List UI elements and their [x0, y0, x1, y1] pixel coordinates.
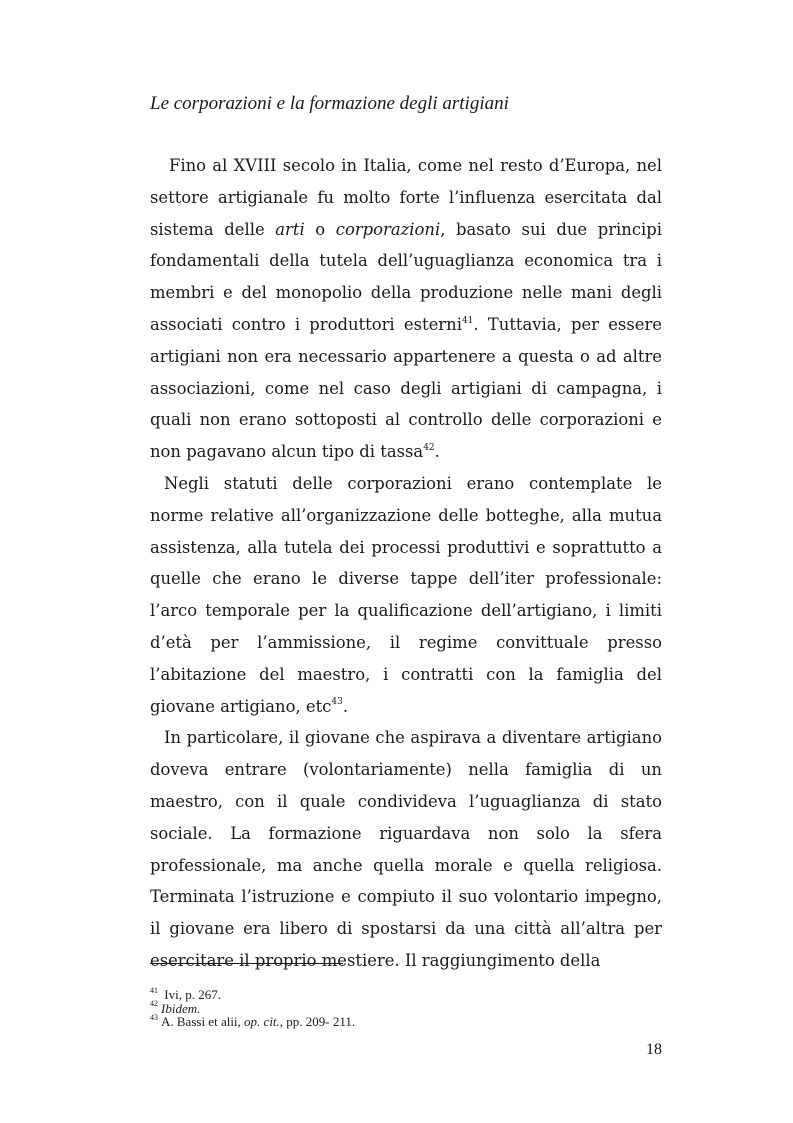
footnote-ref-41[interactable]: 41 — [461, 315, 474, 326]
body-text — [150, 150, 662, 977]
footnote-number: 41 — [150, 985, 158, 995]
paragraph-1: Fino al XVIII secolo in Italia, come nel resto d’Europa, nel settore artigianale fu molto forte l’influenza esercitata dal sistema delle arti o corporazioni, basato sui due principi fondamentali della tutela dell’uguaglianza economica tra i membri e del monopolio della produzione nelle mani degli associati contro i produttori esterni$^{41}$. Tuttavia, per essere artigiani non era necessario appartenere a questa o ad altre associazioni, come nel caso degli artigiani di campagna, i quali non erano sottoposti al controllo delle corporazioni e non pagavano alcun tipo di tassa$^{42}$. — [150, 156, 662, 462]
footnote-41: $^{41}$ Ivi, p. 267. — [150, 985, 221, 1002]
footnote-43: $^{43}$ A. Bassi et alii, op. cit., pp. 209- 211. — [150, 1012, 356, 1030]
footnote-ref-43[interactable]: 43 — [331, 697, 343, 708]
footnote-number: 43 — [150, 1012, 158, 1022]
footnote-42: $^{42}$ Ibidem. — [150, 999, 201, 1016]
page-number: 18 — [646, 1041, 662, 1058]
footnote-separator — [150, 963, 343, 964]
section-heading: Le corporazioni e la formazione degli artigiani — [150, 93, 509, 114]
footnote-ref-42[interactable]: 42 — [423, 442, 435, 453]
footnote-number: 42 — [150, 999, 158, 1009]
footnotes — [150, 985, 610, 1030]
term-corporazioni: corporazioni — [335, 219, 441, 239]
paragraph-2: Negli statuti delle corporazioni erano contemplate le norme relative all’organizzazione delle botteghe, alla mutua assistenza, alla tutela dei processi produttivi e soprattutto a quelle che erano le diverse tappe dell’iter professionale: l’arco temporale per la qualificazione dell’artigiano, i limiti d’età per l’ammissione, il regime convittuale presso l’abitazione del maestro, i contratti con la famiglia del giovane artigiano, etc$^{43}$. — [150, 473, 662, 716]
paragraph-3: In particolare, il giovane che aspirava a diventare artigiano doveva entrare (volontariamente) nella famiglia di un maestro, con il quale condivideva l’uguaglianza di stato sociale. La formazione riguardava non solo la sfera professionale, ma anche quella morale e quella religiosa. Terminata l’istruzione e compiuto il suo volontario impegno, il giovane era libero di spostarsi da una città all’altra per esercitare il proprio mestiere. Il raggiungimento della — [150, 728, 662, 970]
term-arti: arti — [275, 219, 305, 239]
